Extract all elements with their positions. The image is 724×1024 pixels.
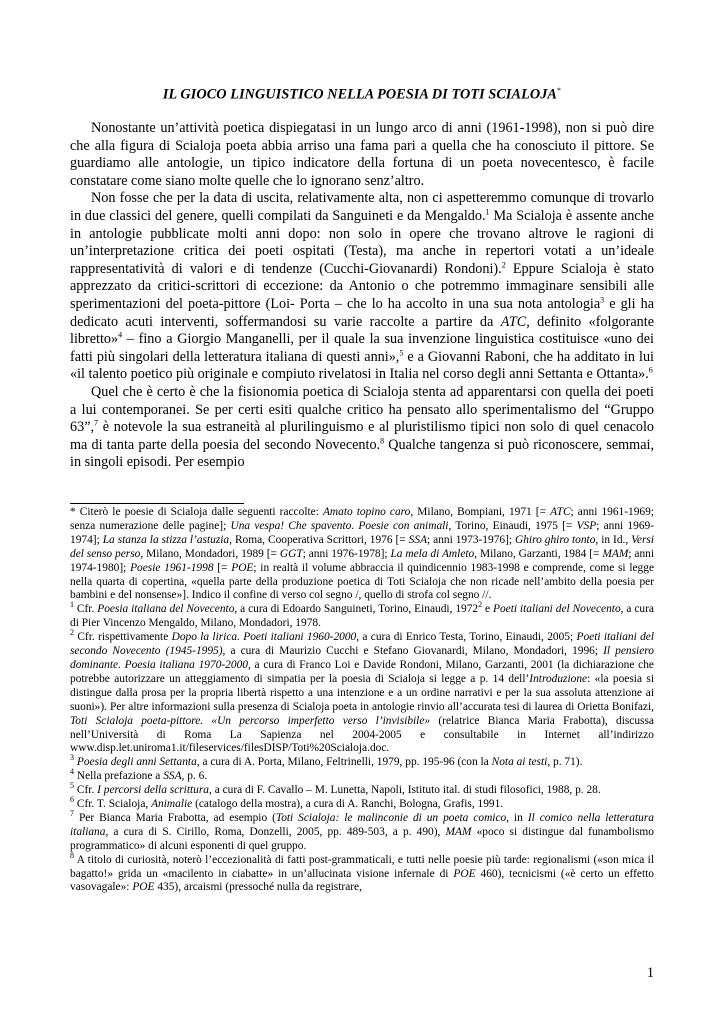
article-title xyxy=(70,86,654,104)
text-run: e a Giovanni Raboni, che ha additato in lui «il talento poetico più originale e compiuto rivelatosi in Italia nel corso degli anni Settanta e Ottanta». xyxy=(70,348,654,383)
text-run: , a cura di Edoardo Sanguineti, Torino, Einaudi, 1972 xyxy=(234,603,479,616)
text-run: (catalogo della mostra), a cura di A. Ranchi, Bologna, Grafis, 1991. xyxy=(192,798,504,811)
footnote xyxy=(70,753,654,770)
footnote-ref: 2 xyxy=(478,600,483,610)
text-run: e gli ha dedicato acuti interventi, soffermandosi su varie raccolte a partire da xyxy=(70,295,654,330)
text-run: Non fosse che per la data di uscita, relativamente alta, non ci aspetteremmo comunque di trovarlo in due classici del genere, quelli compilati da Sanguineti e da Mengaldo. xyxy=(70,190,654,224)
text-run: ; anni 1974-1980]; xyxy=(70,547,654,574)
footnote xyxy=(70,767,654,784)
footnote-ref: 8 xyxy=(380,435,385,445)
italic-run: Poesia degli anni Settanta xyxy=(76,756,197,769)
italic-run: Dopo la lirica. Poeti italiani 1960-2000 xyxy=(171,631,357,644)
title-footnote-mark: * xyxy=(556,86,562,95)
text-run: , a cura di Franco Loi e Davide Rondoni, Milano, Garzanti, 2001 (la dichiarazione che potrebbe autorizzare un atteggiamento di simpatia per la poesia di Scialoja si legge a p. 14 dell’ xyxy=(70,658,654,685)
page-number: 1 xyxy=(646,965,654,981)
footnote xyxy=(70,809,654,854)
text-run: ; anni 1976-1978]; xyxy=(302,547,391,560)
text-run: , definito «folgorante libretto» xyxy=(70,313,654,348)
text-run: , p. 71). xyxy=(547,756,583,769)
footnote-ref: 2 xyxy=(501,260,506,270)
text-run: : «la poesia si distingue dalla prosa per la propria libertà rispetto a una intenzione e a un ordine narrativi e per la sua assoluta attenzione ai suoni»). Per altre informazioni sulla presenza di Scialoja poeta in antologie rinvio all’accurata tesi di laurea di Orietta Bonifazi, xyxy=(70,672,654,713)
text-run: , a cura di F. Cavallo – M. Lunetta, Napoli, Istituto ital. di studi filosofici, 1988, p. 28. xyxy=(209,784,601,797)
footnote-ref: 6 xyxy=(648,365,653,375)
italic-run: I percorsi della scrittura xyxy=(97,784,210,797)
footnote-ref: 4 xyxy=(70,767,74,777)
footnote-ref: 5 xyxy=(399,347,404,357)
body-paragraph xyxy=(70,190,654,384)
text-run: Eppure Scialoja è stato apprezzato da critici-scrittori di eccezione: da Antonio o che potremmo immaginare sensibili alle sperimentazioni del poeta-pittore (Loi- Porta – che lo ha accolto in una sua nota antologia xyxy=(70,260,654,312)
text-run: Quel che è certo è che la fisionomia poetica di Scialoja stenta ad apparentarsi con quella dei poeti a lui contemporanei. Se per certi esiti qualche critico ha pensato allo sperimentalismo del “Gruppo 63”, xyxy=(70,383,654,436)
body-paragraph xyxy=(70,120,654,190)
footnote xyxy=(70,628,655,756)
italic-run: Il comico nella letteratura italiana xyxy=(70,811,654,838)
italic-run: POE xyxy=(453,867,476,880)
text-run: , Milano, Bompiani, 1971 [= xyxy=(410,506,551,518)
text-run: Ma Scialoja è assente anche in antologie pubblicate molti anni dopo: non solo in opere che trovano altrove le ragioni di un’interpretazione critica dei poeti ospitati (Testa), ma anche in repertori votati a un’ideale rappresentatività di valori e di tendenze (Cucchi-Giovanardi) Rondoni). xyxy=(70,207,654,277)
text-run: * Citerò le poesie di Scialoja dalle seguenti raccolte: xyxy=(70,506,323,518)
footnote-ref: 1 xyxy=(70,600,74,610)
text-run: , Roma, Cooperativa Scrittori, 1976 [= xyxy=(229,533,409,546)
text-run: Cfr. xyxy=(74,603,98,616)
footnote-ref: 7 xyxy=(70,809,74,819)
italic-run: ATC xyxy=(550,506,571,518)
text-run: , a cura di Enrico Testa, Torino, Einaudi, 2005; xyxy=(356,631,577,644)
text-run: Cfr. xyxy=(74,784,98,797)
footnote-ref: 1 xyxy=(485,207,490,217)
body-text xyxy=(70,120,654,472)
footnote-separator xyxy=(70,503,244,504)
italic-run: Nota ai testi xyxy=(491,756,548,769)
italic-run: Poesia italiana del Novecento xyxy=(97,603,235,616)
text-run: e xyxy=(482,603,493,616)
italic-run: Toti Scialoja poeta-pittore. «Un percorso imperfetto verso l’invisibile» xyxy=(70,714,431,727)
footnote xyxy=(70,795,654,812)
italic-run: Introduzione xyxy=(529,672,588,685)
text-run: Cfr. rispettivamente xyxy=(74,631,172,644)
text-run: – fino a Giorgio Manganelli, per il quale la sua invenzione linguistica costituisce «uno dei fatti più singolari della letteratura italiana di questi anni», xyxy=(70,331,654,365)
text-run: , Milano, Mondadori, 1989 [= xyxy=(140,547,280,560)
text-run: ; anni 1973-1976]; xyxy=(427,533,516,546)
italic-run: Animalie xyxy=(151,798,193,811)
footnote-ref: 6 xyxy=(70,795,74,805)
text-run: 435), arcaismi (pressoché nulla da registrare, xyxy=(154,881,362,894)
footnote-ref: 3 xyxy=(600,295,605,305)
text-run: Nella prefazione a xyxy=(74,770,164,783)
text-run: «poco si distingue dal funambolismo programmatico» di alcuni esponenti di quel gruppo. xyxy=(70,825,654,852)
text-run: ; anni 1961-1969; senza numerazione delle pagine]; xyxy=(70,506,654,532)
text-run: 460), tecnicismi («è certo un effetto vasovagale»: xyxy=(70,867,655,894)
text-run: Per Bianca Maria Frabotta, ad esempio ( xyxy=(74,811,276,824)
text-run: (relatrice Bianca Maria Frabotta), discussa nell’Università di Roma La Sapienza nel 2004-2005 e consultabile in Internet all’indirizzo www.disp.let.uniroma1.it/fileservices/filesDISP/Toti%20Scialoja.doc. xyxy=(70,714,654,755)
text-run: Cfr. T. Scialoja, xyxy=(74,798,152,811)
text-run: , a cura di A. Porta, Milano, Feltrinelli, 1979, pp. 195-96 (con la xyxy=(196,756,492,769)
italic-run: Poeti italiani del Novecento xyxy=(492,603,621,616)
footnote xyxy=(70,850,655,896)
text-run: Qualche tangenza si può riconoscere, semmai, in singoli episodi. Per esempio xyxy=(70,436,655,471)
footnote-ref: 7 xyxy=(94,418,99,428)
italic-run: La mela di Amleto xyxy=(390,547,475,560)
italic-run: Il pensiero dominante. Poesia italiana 1970-2000 xyxy=(70,645,654,671)
text-run: A titolo di curiosità, noterò l’eccezionalità di fatti post-grammaticali, e tutti nelle poesie più tarde: regionalismi («son mica il bagatto!» grida un «macilento in ciabatte» in un’allucinata visione infernale di xyxy=(70,853,654,880)
footnotes xyxy=(70,506,654,895)
italic-run: VSP xyxy=(576,519,597,532)
text-run: , in xyxy=(506,811,528,824)
italic-run: Versi del senso perso xyxy=(70,533,654,560)
text-run: ; in realtà il volume abbraccia il quindicennio 1983-1998 e comprende, come si legge nella quarta di copertina, «quella parte della produzione poetica di Toti Scialoja che non ricade nell’ambito della poesia per bambini e del nonsense»]. Indico il confine di verso col segno /, quello di strofa col segno //. xyxy=(70,561,654,602)
italic-run: Toti Scialoja: le malinconie di un poeta comico xyxy=(275,811,507,824)
italic-run: SSA xyxy=(408,533,428,546)
text-run: , a cura di Pier Vincenzo Mengaldo, Milano, Mondadori, 1978. xyxy=(70,603,654,630)
italic-run: ATC xyxy=(500,313,527,330)
footnote-ref: 8 xyxy=(70,850,74,860)
italic-run: MAM xyxy=(445,825,472,838)
italic-run: POE xyxy=(132,881,155,894)
italic-run: POE xyxy=(231,561,254,574)
italic-run: Ghiro ghiro tonto xyxy=(515,533,596,546)
text-run: , a cura di Maurizio Cucchi e Stefano Giovanardi, Milano, Mondadori, 1996; xyxy=(222,645,604,658)
italic-run: Poeti italiani del secondo Novecento (1945-1995) xyxy=(70,631,655,658)
footnote xyxy=(70,506,654,603)
italic-run: La stanza la stizza l’astuzia xyxy=(102,533,230,546)
text-run: Nonostante un’attività poetica dispiegatasi in un lungo arco di anni (1961-1998), non si può dire che alla figura di Scialoja poeta abbia arriso una fama pari a quella che ha conosciuto il pittore. Se guardiamo alle antologie, un tipico indicatore della fortuna di un poeta novecentesco, è facile constatare come siano molte quelle che lo ignorano senz’altro. xyxy=(70,120,654,189)
text-run: , Torino, Einaudi, 1975 [= xyxy=(448,519,577,532)
footnote xyxy=(70,600,654,631)
text-run: , Milano, Garzanti, 1984 [= xyxy=(474,547,603,560)
footnote-ref: 3 xyxy=(70,753,74,763)
text-run: , in Id., xyxy=(595,533,632,546)
italic-run: Una vespa! Che spavento. Poesie con animali xyxy=(230,519,449,532)
italic-run: GGT xyxy=(279,547,303,560)
text-run: è notevole la sua estraneità al plurilinguismo e al pluristilismo tipici non solo di quel cenacolo ma di tanta parte della poesia del secondo Novecento. xyxy=(70,419,654,453)
text-run: , p. 6. xyxy=(181,770,208,783)
text-run: , a cura di S. Cirillo, Roma, Donzelli, 2005, pp. 489-503, a p. 490), xyxy=(105,825,446,838)
italic-run: SSA xyxy=(163,770,182,783)
italic-run: Amato topino caro xyxy=(322,506,411,518)
footnote-ref: 2 xyxy=(70,628,74,638)
body-paragraph xyxy=(70,384,654,472)
italic-run: MAM xyxy=(602,547,629,560)
text-run: ; anni 1969-1974]; xyxy=(70,519,655,546)
text-run: [= xyxy=(213,561,232,574)
footnote-ref: 4 xyxy=(118,330,123,340)
footnote xyxy=(70,781,654,798)
article-title-text: IL GIOCO LINGUISTICO NELLA POESIA DI TOTI SCIALOJA xyxy=(162,86,557,103)
footnote-ref: 5 xyxy=(70,781,74,791)
italic-run: Poesie 1961-1998 xyxy=(130,561,214,574)
